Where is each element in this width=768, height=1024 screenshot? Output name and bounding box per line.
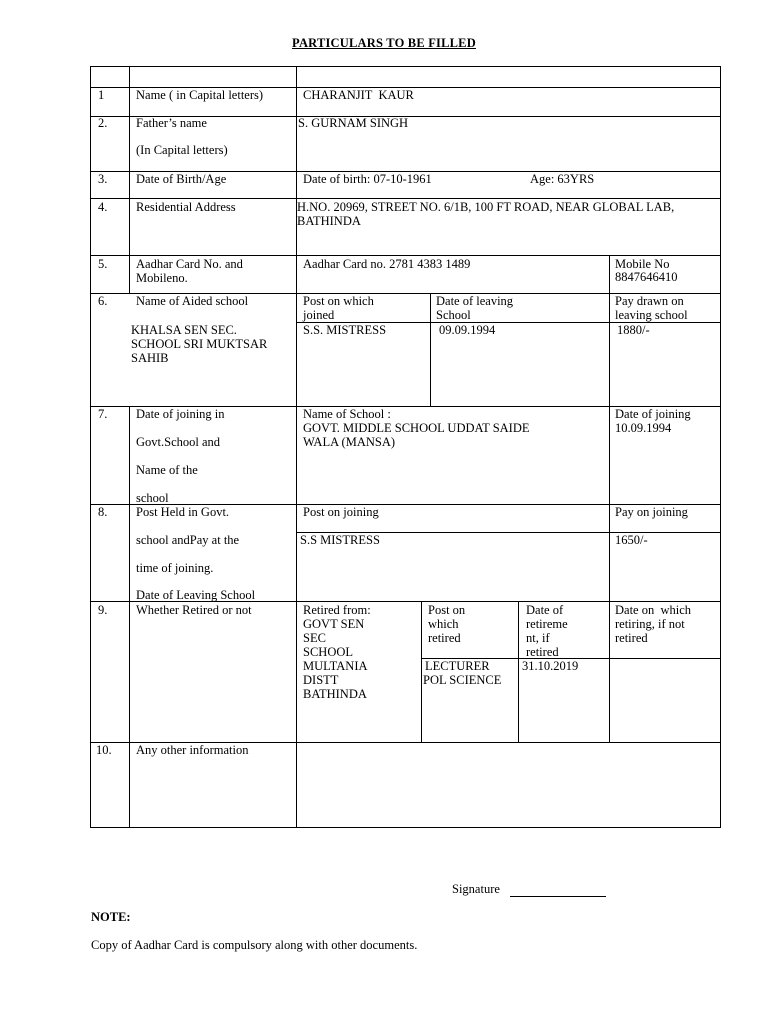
row-number: 6. (98, 294, 108, 308)
joining-date-value: 10.09.1994 (615, 421, 672, 435)
post-held-label: Post Held in Govt. (136, 505, 230, 519)
post-held-label: school andPay at the (136, 533, 240, 547)
govt-joining-label: Date of joining in (136, 407, 225, 421)
signature-label: Signature (452, 882, 500, 896)
aided-school-name: KHALSA SEN SEC. (131, 323, 237, 337)
pay-joining-heading: Pay on joining (615, 505, 688, 519)
retirement-date-value: 31.10.2019 (522, 659, 579, 673)
row-divider (90, 255, 721, 256)
retired-from-school: SCHOOL (303, 645, 354, 659)
dob-label: Date of Birth/Age (136, 172, 227, 186)
column-divider (129, 66, 130, 293)
row-number: 9. (98, 603, 108, 617)
retirement-date-heading: retireme (526, 617, 568, 631)
column-divider (609, 255, 610, 293)
retired-from-school: GOVT SEN (303, 617, 365, 631)
post-retired-heading: Post on (428, 603, 466, 617)
table-border-left (90, 66, 91, 828)
post-retired-heading: which (428, 617, 459, 631)
dob-value: Date of birth: 07-10-1961 (303, 172, 432, 186)
govt-joining-label: Govt.School and (136, 435, 221, 449)
row-number: 7. (98, 407, 108, 421)
column-divider (609, 601, 610, 742)
aided-school-name: SAHIB (131, 351, 169, 365)
address-value: H.NO. 20969, STREET NO. 6/1B, 100 FT ROAD, NEAR GLOBAL LAB, BATHINDA (297, 200, 675, 228)
other-info-label: Any other information (136, 743, 249, 757)
mobile-heading: Mobile No (615, 257, 670, 271)
retirement-date-heading: nt, if (526, 631, 550, 645)
retired-from-school: SEC (303, 631, 326, 645)
column-divider (129, 406, 130, 828)
name-value: CHARANJIT KAUR (303, 88, 414, 102)
row-number: 5. (98, 257, 108, 271)
row-number: 3. (98, 172, 108, 186)
post-held-label: Date of Leaving School (136, 588, 256, 602)
post-retired-value: LECTURER (425, 659, 490, 673)
father-name-value: S. GURNAM SINGH (298, 116, 409, 130)
pay-drawn-value: 1880/- (617, 323, 650, 337)
column-divider (421, 601, 422, 742)
govt-school-name: WALA (MANSA) (303, 435, 396, 449)
table-border-bottom (90, 827, 721, 828)
column-divider (609, 293, 610, 406)
note-heading: NOTE: (91, 910, 131, 924)
post-joined-heading: Post on which (303, 294, 374, 308)
retired-from-heading: Retired from: (303, 603, 371, 617)
age-value: Age: 63YRS (530, 172, 595, 186)
row-number: 2. (98, 116, 108, 130)
row-number: 4. (98, 200, 108, 214)
govt-joining-label: Name of the (136, 463, 198, 477)
date-leaving-heading: Date of leaving (436, 294, 514, 308)
mobile-label: Mobileno. (136, 271, 188, 285)
retired-from-school: BATHINDA (303, 687, 367, 701)
note-text: Copy of Aadhar Card is compulsory along with other documents. (91, 938, 418, 952)
govt-joining-label: school (136, 491, 169, 505)
pay-joining-value: 1650/- (615, 533, 648, 547)
father-name-label: Father’s name (136, 116, 207, 130)
post-retired-heading: retired (428, 631, 461, 645)
column-divider (609, 406, 610, 504)
retiring-date-heading: Date on which (615, 603, 692, 617)
post-held-label: time of joining. (136, 561, 214, 575)
address-label: Residential Address (136, 200, 236, 214)
row-number: 1 (98, 88, 105, 102)
retiring-date-heading: retired (615, 631, 648, 645)
post-joined-value: S.S. MISTRESS (303, 323, 387, 337)
aadhar-value: Aadhar Card no. 2781 4383 1489 (303, 257, 471, 271)
row-divider (90, 198, 721, 199)
retirement-date-heading: retired (526, 645, 559, 659)
post-joined-heading: joined (303, 308, 335, 322)
column-divider (609, 504, 610, 601)
retired-from-school: MULTANIA (303, 659, 368, 673)
column-divider (430, 293, 431, 406)
row-number: 10. (96, 743, 112, 757)
table-border-right (720, 66, 721, 828)
aadhar-label: Aadhar Card No. and (136, 257, 243, 271)
date-leaving-heading: School (436, 308, 471, 322)
retirement-date-heading: Date of (526, 603, 564, 617)
retired-from-school: DISTT (303, 673, 339, 687)
retired-label: Whether Retired or not (136, 603, 252, 617)
page-title: PARTICULARS TO BE FILLED (292, 36, 476, 50)
aided-school-name: SCHOOL SRI MUKTSAR (131, 337, 268, 351)
table-border-top (90, 66, 721, 67)
father-name-label-note: (In Capital letters) (136, 143, 228, 157)
date-leaving-value: 09.09.1994 (439, 323, 496, 337)
govt-school-heading: Name of School : (303, 407, 391, 421)
post-joining-heading: Post on joining (303, 505, 379, 519)
govt-school-name: GOVT. MIDDLE SCHOOL UDDAT SAIDE (303, 421, 530, 435)
signature-line (510, 896, 606, 897)
post-retired-value: POL SCIENCE (423, 673, 502, 687)
name-label: Name ( in Capital letters) (136, 88, 264, 102)
column-divider (518, 601, 519, 742)
column-divider (296, 66, 297, 828)
pay-drawn-heading: leaving school (615, 308, 688, 322)
joining-date-heading: Date of joining (615, 407, 691, 421)
row-number: 8. (98, 505, 108, 519)
aided-school-label: Name of Aided school (136, 294, 249, 308)
mobile-value: 8847646410 (615, 270, 678, 284)
pay-drawn-heading: Pay drawn on (615, 294, 684, 308)
post-joining-value: S.S MISTRESS (300, 533, 380, 547)
retiring-date-heading: retiring, if not (615, 617, 685, 631)
